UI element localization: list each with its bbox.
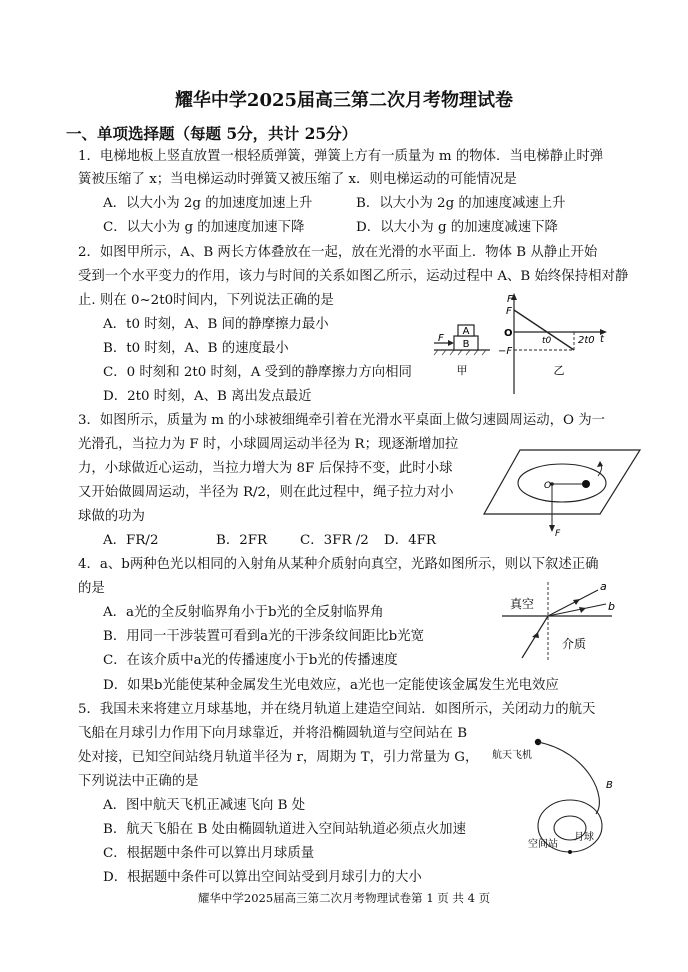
q1-option-a: A．以大小为 2g 的加速度加速上升 <box>103 196 313 211</box>
q4-option-b: B．用同一干涉装置可看到a光的干涉条纹间距比b光宽 <box>103 629 424 644</box>
q3-option-a: A．FR/2 <box>103 533 159 548</box>
q5-option-d: D．根据题中条件可以算出空间站受到月球引力的大小 <box>103 870 422 885</box>
ray-b-label: b <box>608 600 615 613</box>
q4-option-a: A．a光的全反射临界角小于b光的全反射临界角 <box>103 605 384 620</box>
graph-t0: t0 <box>542 336 552 346</box>
q3-line4: 又开始做圆周运动，半径为 R/2，则在此过程中，绳子拉力对小 <box>78 485 454 500</box>
q4-line2: 的是 <box>78 581 105 596</box>
graph-t-axis: t <box>600 334 604 345</box>
q2-figure <box>428 292 608 404</box>
q2-line2: 受到一个水平变力的作用，该力与时间的关系如图乙所示，运动过程中 A、B 始终保持相对静 <box>78 269 629 284</box>
q1-line2: 簧被压缩了 x；当电梯运动时弹簧又被压缩了 x．则电梯运动的可能情况是 <box>78 172 517 187</box>
q2-option-c: C．0 时刻和 2t0 时刻，A 受到的静摩擦力方向相同 <box>103 365 412 380</box>
q3-line3: 力，小球做近心运动，当拉力增大为 8F 后保持不变，此时小球 <box>78 461 453 476</box>
block-a-label: A <box>462 326 470 337</box>
center-o-label: O <box>544 481 552 491</box>
q2-line3: 止. 则在 0~2t0时间内，下列说法正确的是 <box>78 293 334 308</box>
station-label: 空间站 <box>528 839 558 850</box>
q4-figure <box>502 578 622 668</box>
q4-line1: 4．a、b两种色光以相同的入射角从某种介质射向真空，光路如图所示，则以下叙述正确 <box>78 557 599 572</box>
q5-line3: 处对接，已知空间站绕月轨道半径为 r，周期为 T，引力常量为 G， <box>78 750 479 765</box>
q2-option-d: D．2t0 时刻，A、B 离出发点最近 <box>103 389 312 404</box>
q2-line1: 2．如图甲所示，A、B 两长方体叠放在一起，放在光滑的水平面上．物体 B 从静止开始 <box>78 245 598 260</box>
moon-label: 月球 <box>574 832 594 843</box>
q3-option-b: B．2FR <box>216 533 268 548</box>
q1-option-b: B．以大小为 2g 的加速度减速上升 <box>356 196 566 211</box>
q3-option-d: D．4FR <box>384 533 437 548</box>
q2-option-a: A．t0 时刻，A、B 间的静摩擦力最小 <box>103 317 329 332</box>
q3-line2: 光滑孔，当拉力为 F 时，小球圆周运动半径为 R；现逐渐增加拉 <box>78 437 459 452</box>
page-footer: 耀华中学2025届高三第二次月考物理试卷第 1 页 共 4 页 <box>197 891 491 905</box>
q1-option-d: D．以大小为 g 的加速度减速下降 <box>356 220 558 235</box>
shuttle-label: 航天飞机 <box>492 750 532 761</box>
pull-force-label: F <box>555 529 561 539</box>
graph-2t0: 2t0 <box>578 335 595 346</box>
q5-figure <box>488 728 628 860</box>
q4-option-d: D．如果b光能使某种金属发生光电效应，a光也一定能使该金属发生光电效应 <box>103 678 559 693</box>
q3-line5: 球做的功为 <box>78 509 145 524</box>
q5-option-c: C．根据题中条件可以算出月球质量 <box>103 846 315 861</box>
fig-yi-label: 乙 <box>553 364 565 377</box>
q5-line1: 5．我国未来将建立月球基地，并在绕月轨道上建造空间站．如图所示，关闭动力的航天 <box>78 702 596 717</box>
q3-figure <box>480 440 640 540</box>
section-heading: 一、单项选择题（每题 5分，共计 25分） <box>66 124 358 143</box>
q3-line1: 3．如图所示，质量为 m 的小球被细绳牵引着在光滑水平桌面上做匀速圆周运动，O 为一 <box>78 413 606 428</box>
q1-line1: 1．电梯地板上竖直放置一根轻质弹簧，弹簧上方有一质量为 m 的物体．当电梯静止时弹 <box>78 149 604 164</box>
ray-a-label: a <box>600 580 607 593</box>
q2-option-b: B．t0 时刻，A、B 的速度最小 <box>103 341 289 356</box>
medium-label: 介质 <box>562 637 587 651</box>
force-label: F <box>438 333 444 344</box>
q5-line2: 飞船在月球引力作用下向月球靠近，并将沿椭圆轨道与空间站在 B <box>78 726 468 741</box>
graph-f-tick: F <box>506 306 512 317</box>
page-title: 耀华中学2025届高三第二次月考物理试卷 <box>174 90 514 111</box>
q5-option-a: A．图中航天飞机正减速飞向 B 处 <box>103 798 306 813</box>
q1-option-c: C．以大小为 g 的加速度加速下降 <box>103 220 305 235</box>
q5-option-b: B．航天飞船在 B 处由椭圆轨道进入空间站轨道必须点火加速 <box>103 822 466 837</box>
fig-jia-label: 甲 <box>456 364 468 377</box>
graph-f-axis: F <box>507 294 513 305</box>
q5-line4: 下列说法中正确的是 <box>78 774 199 789</box>
q4-option-c: C．在该介质中a光的传播速度小于b光的传播速度 <box>103 653 398 668</box>
point-b-label: B <box>606 780 613 791</box>
q3-option-c: C．3FR /2 <box>300 533 369 548</box>
block-b-label: B <box>462 339 470 350</box>
graph-origin: O <box>504 328 513 339</box>
vacuum-label: 真空 <box>510 597 535 611</box>
graph-minus-f: −F <box>498 346 513 357</box>
